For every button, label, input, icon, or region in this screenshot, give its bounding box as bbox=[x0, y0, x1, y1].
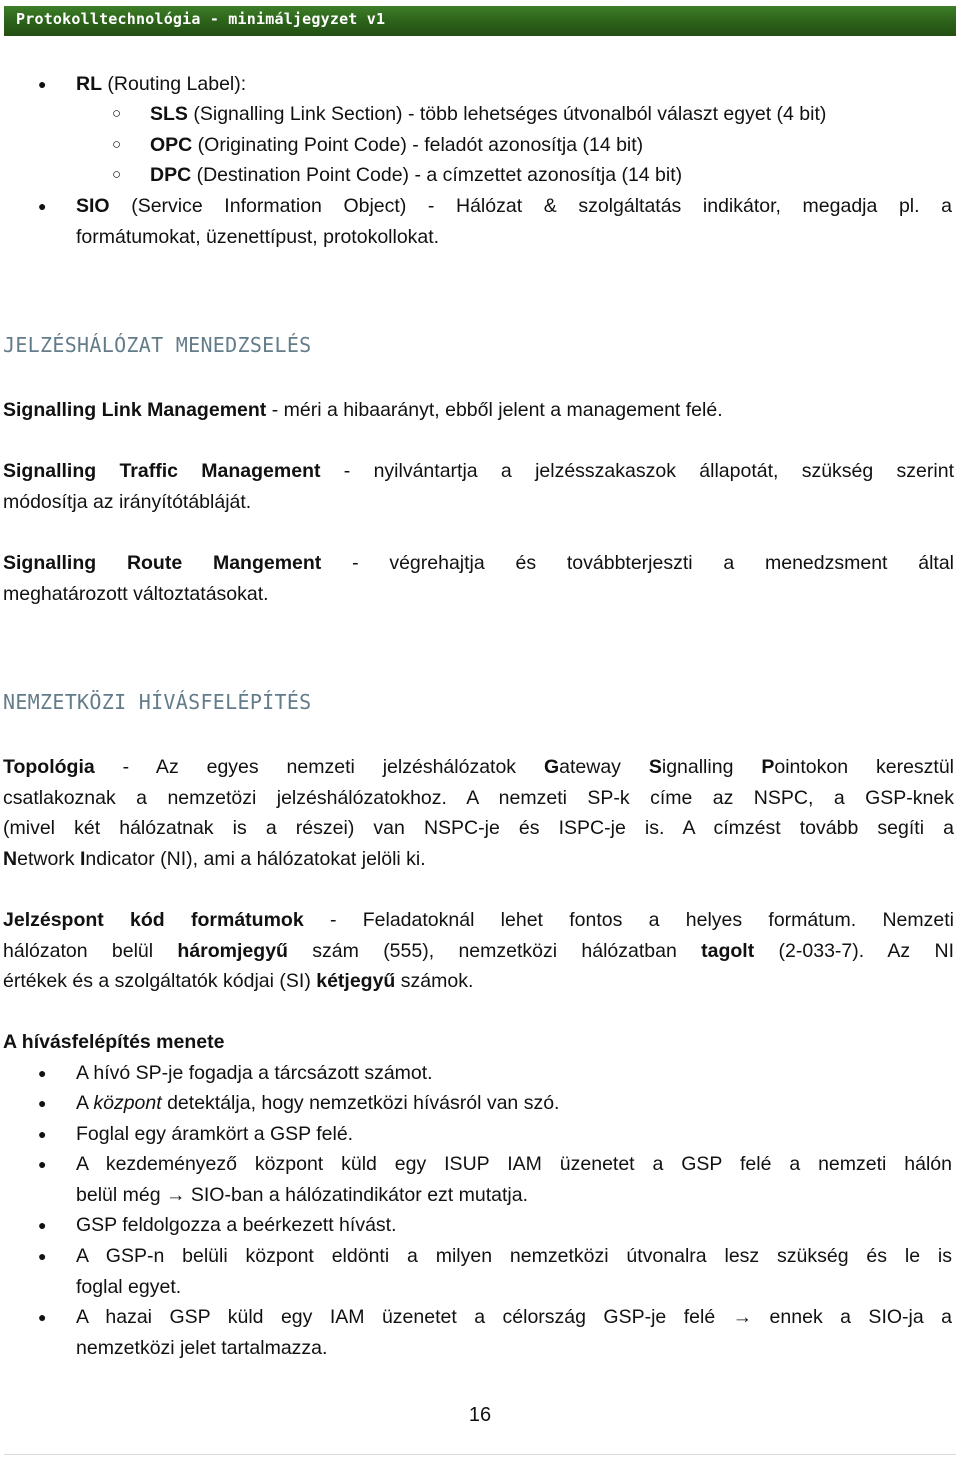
bullet-icon: ● bbox=[38, 1156, 47, 1172]
text-line: A hazai GSP küld egy IAM üzenetet a célország GSP-je felé → ennek a SIO-ja a bbox=[76, 1306, 952, 1328]
text-line: foglal egyet. bbox=[76, 1275, 182, 1298]
paragraph-link-management: Signalling Link Management - méri a hibaarányt, ebből jelent a management felé. bbox=[3, 399, 723, 421]
section-heading: JELZÉSHÁLÓZAT MENEDZSELÉS bbox=[3, 333, 312, 357]
text-line: nemzetközi jelet tartalmazza. bbox=[76, 1336, 328, 1359]
bullet-icon: ● bbox=[38, 1095, 47, 1111]
list-item-sls: SLS (Signalling Link Section) - több lehetséges útvonalból választ egyet (4 bit) bbox=[150, 103, 827, 125]
list-item: A hívó SP-je fogadja a tárcsázott számot. bbox=[76, 1062, 433, 1084]
list-item bbox=[76, 1149, 952, 1210]
process-title: A hívásfelépítés menete bbox=[3, 1031, 225, 1053]
text-line: A GSP-n belüli központ eldönti a milyen nemzetközi útvonalra lesz szükség és le is bbox=[76, 1245, 952, 1267]
text-line: Jelzéspont kód formátumok - Feladatoknál lehet fontos a helyes formátum. Nemzeti bbox=[3, 909, 954, 931]
circle-bullet-icon: ○ bbox=[112, 136, 122, 153]
text-line: Topológia - Az egyes nemzeti jelzéshálózatok Gateway Signalling Pointokon keresztül bbox=[3, 756, 955, 778]
circle-bullet-icon: ○ bbox=[112, 105, 122, 122]
bullet-icon: ● bbox=[38, 1065, 47, 1081]
bullet-icon: ● bbox=[38, 1309, 47, 1325]
text-line: SIO (Service Information Object) - Hálózat & szolgáltatás indikátor, megadja pl. a bbox=[76, 195, 952, 217]
bullet-icon: ● bbox=[38, 1248, 47, 1264]
text-line: belül még → SIO-ban a hálózatindikátor ezt mutatja. bbox=[76, 1183, 528, 1206]
footer-divider bbox=[4, 1454, 956, 1455]
text-line: Network Indicator (NI), ami a hálózatokat jelöli ki. bbox=[3, 847, 426, 870]
bullet-icon: ● bbox=[38, 1126, 47, 1142]
list-item-rl: RL (Routing Label): bbox=[76, 73, 247, 95]
text-line: Signalling Route Mangement - végrehajtja és továbbterjeszti a menedzsment által bbox=[3, 552, 954, 574]
list-item bbox=[76, 1302, 952, 1363]
text-line: módosítja az irányítótábláját. bbox=[3, 490, 252, 513]
text-line: értékek és a szolgáltatók kódjai (SI) kétjegyű számok. bbox=[3, 970, 474, 992]
text-line: Signalling Traffic Management - nyilvántartja a jelzésszakaszok állapotát, szükség szerint bbox=[3, 460, 954, 482]
paragraph-topology bbox=[3, 752, 954, 874]
text-line: csatlakoznak a nemzetözi jelzéshálózatokhoz. A nemzeti SP-k címe az NSPC, a GSP-knek bbox=[3, 786, 954, 809]
bullet-icon: ● bbox=[38, 76, 47, 92]
document-header-bar bbox=[4, 6, 956, 36]
list-item-dpc: DPC (Destination Point Code) - a címzettet azonosítja (14 bit) bbox=[150, 164, 683, 186]
document-title: Protokolltechnológia - minimáljegyzet v1 bbox=[16, 10, 386, 28]
text-line: hálózaton belül háromjegyű szám (555), nemzetközi hálózatban tagolt (2-033-7). Az NI bbox=[3, 939, 954, 962]
bullet-icon: ● bbox=[38, 198, 47, 214]
paragraph-point-code-formats bbox=[3, 905, 954, 997]
text-line: meghatározott változtatásokat. bbox=[3, 582, 269, 605]
list-item-sio bbox=[76, 191, 952, 252]
list-item: GSP feldolgozza a beérkezett hívást. bbox=[76, 1214, 397, 1236]
circle-bullet-icon: ○ bbox=[112, 166, 122, 183]
list-item-opc: OPC (Originating Point Code) - feladót azonosítja (14 bit) bbox=[150, 134, 644, 156]
text-line: (mivel két hálózatnak is a részei) van NSPC-je és ISPC-je is. A címzést tovább segíti a bbox=[3, 817, 954, 839]
page-number: 16 bbox=[468, 1404, 492, 1426]
text-line: formátumokat, üzenettípust, protokollokat. bbox=[76, 225, 440, 248]
list-item bbox=[76, 1241, 952, 1302]
list-item: A központ detektálja, hogy nemzetközi hívásról van szó. bbox=[76, 1092, 560, 1114]
section-heading: NEMZETKÖZI HÍVÁSFELÉPÍTÉS bbox=[3, 690, 312, 714]
list-item: Foglal egy áramkört a GSP felé. bbox=[76, 1123, 354, 1145]
paragraph-route-management bbox=[3, 548, 954, 609]
paragraph-traffic-management bbox=[3, 456, 954, 517]
text-line: A kezdeményező központ küld egy ISUP IAM üzenetet a GSP felé a nemzeti hálón bbox=[76, 1153, 952, 1175]
bullet-icon: ● bbox=[38, 1217, 47, 1233]
